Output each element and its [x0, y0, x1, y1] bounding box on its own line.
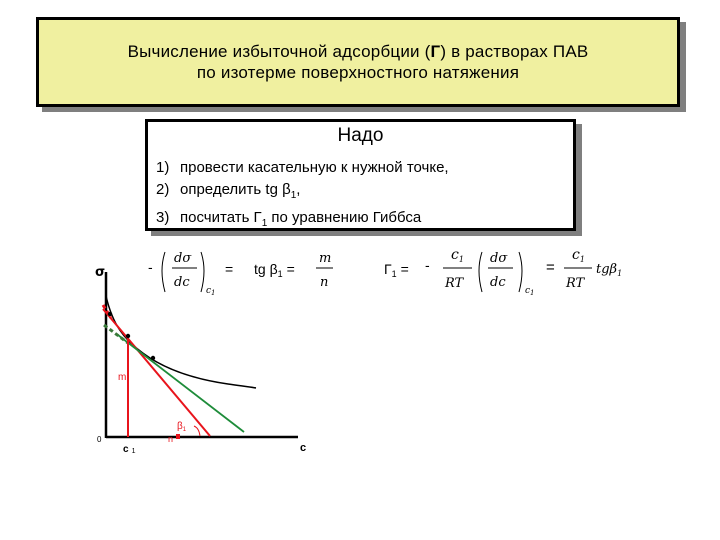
title-text-b: ) в растворах ПАВ: [440, 42, 589, 61]
curve-point-2: [126, 334, 130, 338]
c1-label: c 1: [123, 444, 136, 455]
f1-eval-sub: $c_1$: [206, 286, 216, 297]
beta-arc: [194, 426, 200, 436]
x-axis-label: c: [300, 442, 307, 454]
f1-eq: =: [225, 261, 234, 277]
title-line-2: по изотерме поверхностного натяжения: [196, 63, 520, 82]
n-label: n: [168, 434, 174, 444]
beta-label: $\beta_1$: [177, 421, 187, 433]
task-item-1: 1) провести касательную к нужной точке,: [156, 159, 449, 176]
f2-num: dσ: [490, 251, 508, 266]
f2-rt: RT: [445, 276, 464, 291]
title-text-a: Вычисление избыточной адсорбции (: [127, 42, 431, 61]
f1-n: n: [320, 275, 329, 290]
task-item-3: 3) посчитать $Г_1$ по уравнению Гиббса: [156, 209, 422, 229]
f2-eq2: =: [546, 259, 555, 276]
curve-point-1: [108, 312, 112, 316]
f1-m: m: [319, 251, 332, 266]
m-label: m: [118, 372, 127, 383]
formula-2: [384, 247, 622, 297]
title-gamma: Г: [430, 42, 441, 61]
f2-c1b: $c_1$: [572, 247, 585, 264]
f1-minus: -: [148, 259, 153, 275]
f1-num: dσ: [174, 251, 192, 266]
isotherm-graph: [95, 265, 306, 455]
f2-minus: -: [425, 257, 430, 273]
f1-den: dc: [174, 275, 190, 290]
f1-rparen: [201, 252, 204, 292]
f1-tg: tg $\beta_1$ =: [254, 261, 295, 279]
f2-gamma: $Г_1$ =: [384, 261, 409, 279]
f2-lparen: [479, 252, 482, 292]
f2-c1: $c_1$: [451, 247, 464, 264]
task-heading: Надо: [337, 125, 384, 146]
n-marker: [176, 434, 180, 439]
y-axis-label: σ: [95, 265, 106, 280]
curve-point-3: [151, 356, 155, 360]
f2-rparen: [519, 252, 522, 292]
f2-tg: tgβ$_1$: [596, 262, 623, 278]
formula-1: [148, 251, 333, 297]
task-item-2: 2) определить tg $\beta_1$,: [156, 181, 301, 201]
f1-lparen: [162, 252, 165, 292]
f2-eval-sub: $c_1$: [525, 286, 535, 297]
f2-rt2: RT: [566, 276, 585, 291]
f2-den: dc: [490, 275, 506, 290]
origin-label: 0: [97, 435, 102, 444]
